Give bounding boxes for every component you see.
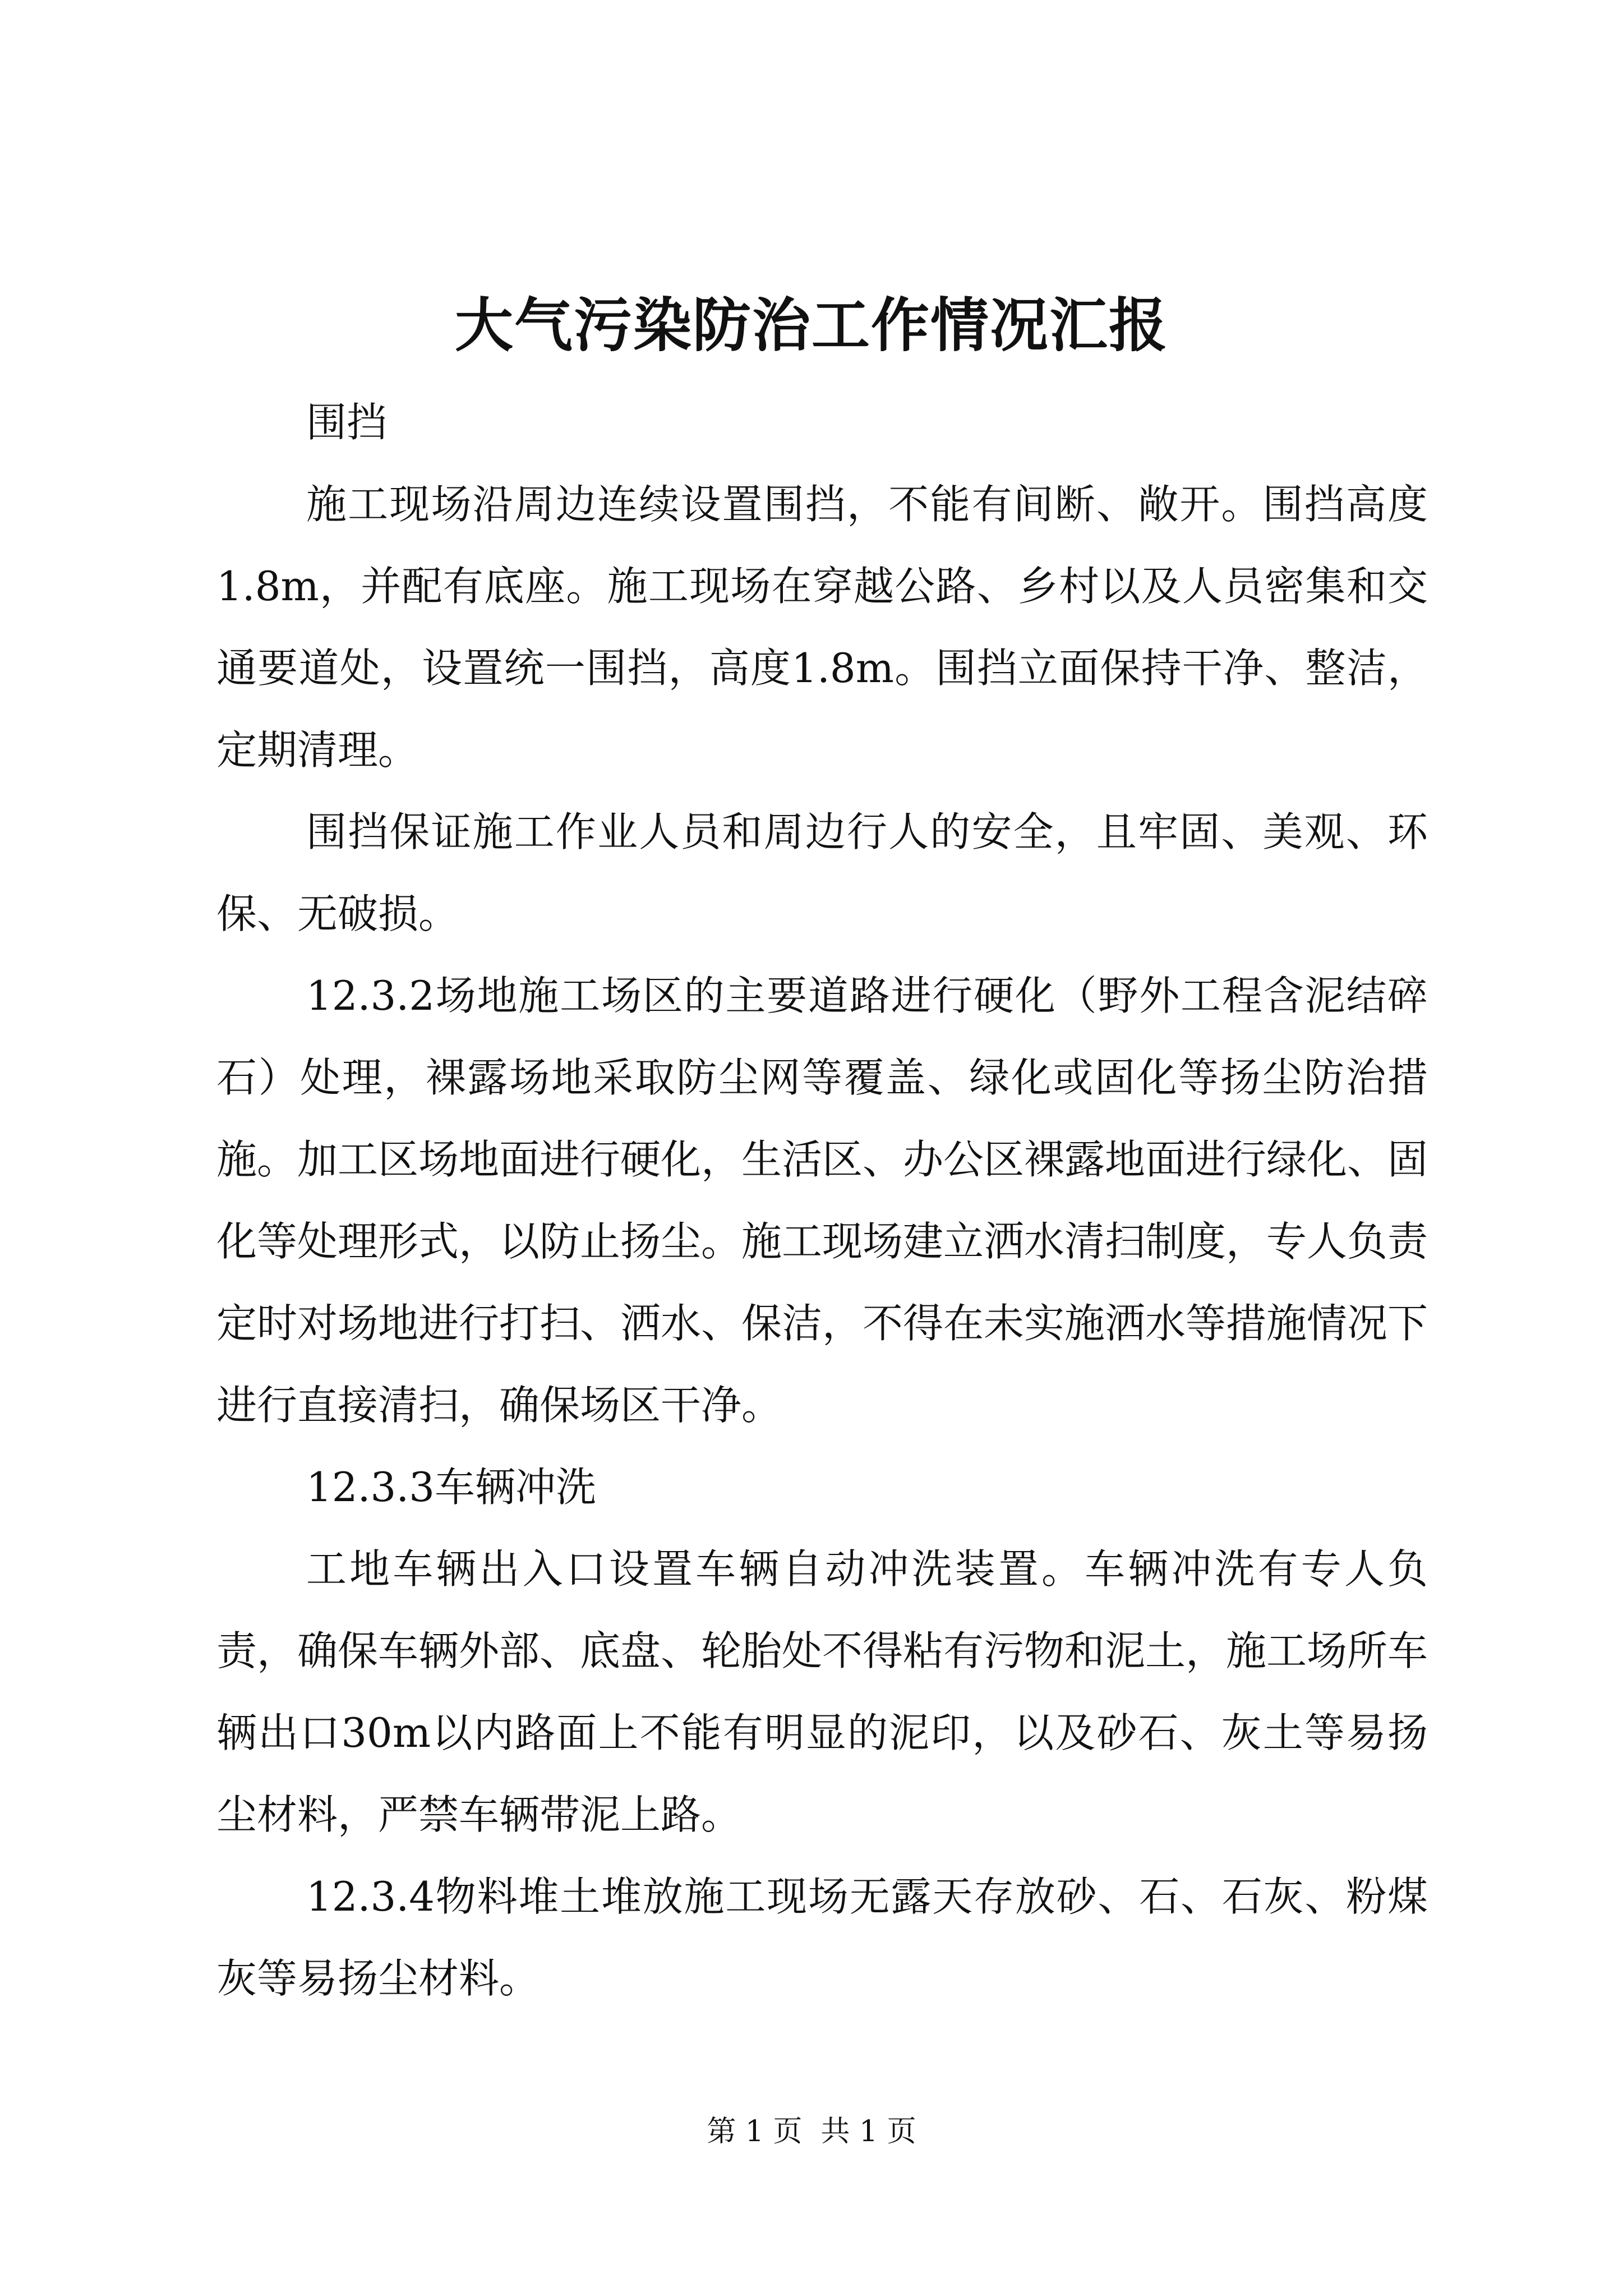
page-number-label: 第 1 页 共 1 页 [707, 2115, 916, 2148]
paragraph: 工地车辆出入口设置车辆自动冲洗装置。车辆冲洗有专人负责，确保车辆外部、底盘、轮胎处不得粘有污物和泥土，施工场所车辆出口30m以内路面上不能有明显的泥印，以及砂石、灰土等易扬尘材料，严禁车辆带泥上路。 [216, 1545, 1428, 1838]
paragraph: 围挡保证施工作业人员和周边行人的安全，且牢固、美观、环保、无破损。 [216, 808, 1428, 937]
paragraph: 施工现场沿周边连续设置围挡，不能有间断、敞开。围挡高度1.8m，并配有底座。施工现场在穿越公路、乡村以及人员密集和交通要道处，设置统一围挡，高度1.8m。围挡立面保持干净、整洁，定期清理。 [216, 481, 1428, 774]
paragraph-heading-weidang: 围挡 [306, 399, 388, 446]
paragraph: 12.3.4物料堆土堆放施工现场无露天存放砂、石、石灰、粉煤灰等易扬尘材料。 [216, 1873, 1428, 2002]
page-footer [0, 2112, 1623, 2151]
paragraph-heading-vehicle-wash: 12.3.3车辆冲洗 [306, 1464, 597, 1511]
paragraph: 12.3.2场地施工场区的主要道路进行硬化（野外工程含泥结碎石）处理，裸露场地采取防尘网等覆盖、绿化或固化等扬尘防治措施。加工区场地面进行硬化，生活区、办公区裸露地面进行绿化、固化等处理形式，以防止扬尘。施工现场建立洒水清扫制度，专人负责定时对场地进行打扫、洒水、保洁，不得在未实施洒水等措施情况下进行直接清扫，确保场区干净。 [216, 972, 1428, 1429]
document-title: 大气污染防治工作情况汇报 [454, 291, 1168, 360]
document-body [216, 381, 1428, 2019]
